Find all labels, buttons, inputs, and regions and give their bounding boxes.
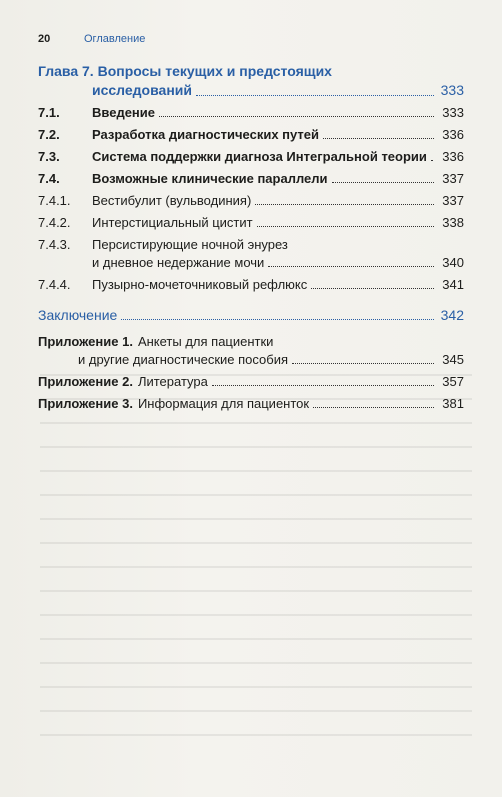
leader-dots <box>196 95 434 96</box>
toc-section[interactable] <box>38 126 464 143</box>
section-number: 7.3. <box>38 149 60 164</box>
toc-section[interactable] <box>38 170 464 187</box>
subsection-label: Пузырно-мочеточниковый рефлюкс <box>92 277 308 292</box>
section-label: Введение <box>92 105 155 120</box>
section-number: 7.4. <box>38 171 60 186</box>
conclusion-label: Заключение <box>38 307 118 323</box>
appendix-label: Анкеты для пациентки <box>137 334 274 349</box>
subsection-label: Вестибулит (вульводиния) <box>92 193 252 208</box>
leader-dots <box>323 138 434 139</box>
appendix-page: 357 <box>442 374 464 389</box>
leader-dots <box>212 385 434 386</box>
appendix-label: Литература <box>137 374 208 389</box>
appendix-label-cont: и другие диагностические пособия <box>78 352 289 367</box>
section-label: Разработка диагностических путей <box>92 127 319 142</box>
subsection-page: 338 <box>442 215 464 230</box>
subsection-page: 337 <box>442 193 464 208</box>
leader-dots <box>255 204 434 205</box>
subsection-number: 7.4.3. <box>38 237 71 252</box>
section-page: 336 <box>442 149 464 164</box>
section-page: 336 <box>442 127 464 142</box>
subsection-number: 7.4.1. <box>38 193 71 208</box>
toc-chapter-7-cont[interactable] <box>38 81 464 100</box>
subsection-label: Интерстициальный цистит <box>92 215 253 230</box>
leader-dots <box>257 226 434 227</box>
leader-dots <box>268 266 434 267</box>
toc-conclusion[interactable] <box>38 307 464 324</box>
toc-appendix-cont[interactable] <box>38 351 464 368</box>
section-label: Система поддержки диагноза Интегральной теории <box>92 149 427 164</box>
appendix-page: 345 <box>442 352 464 367</box>
bleed-through-text <box>40 360 472 757</box>
running-header: Оглавление <box>84 33 146 45</box>
toc-appendix[interactable] <box>38 395 464 412</box>
appendix-number: Приложение 2. <box>38 374 133 389</box>
leader-dots <box>332 182 434 183</box>
toc-subsection[interactable] <box>38 236 464 253</box>
page-number: 20 <box>38 33 51 45</box>
chapter-page: 333 <box>440 82 464 98</box>
toc-section[interactable] <box>38 148 464 165</box>
section-label: Возможные клинические параллели <box>92 171 328 186</box>
section-page: 337 <box>442 171 464 186</box>
section-page: 333 <box>442 105 464 120</box>
toc-subsection-cont[interactable] <box>38 254 464 271</box>
chapter-title-line1: Глава 7. Вопросы текущих и предстоящих <box>38 63 332 79</box>
appendix-label: Информация для пациенток <box>137 396 310 411</box>
toc-appendix[interactable] <box>38 333 464 350</box>
toc-chapter-7[interactable] <box>38 62 464 81</box>
section-number: 7.2. <box>38 127 60 142</box>
toc-subsection[interactable] <box>38 276 464 293</box>
appendix-number: Приложение 1. <box>38 334 133 349</box>
table-of-contents <box>38 62 464 412</box>
toc-subsection[interactable] <box>38 214 464 231</box>
subsection-label: Персистирующие ночной энурез <box>92 237 288 252</box>
chapter-title-line2: исследований <box>92 82 192 98</box>
toc-subsection[interactable] <box>38 192 464 209</box>
leader-dots <box>313 407 434 408</box>
toc-section[interactable] <box>38 104 464 121</box>
subsection-number: 7.4.4. <box>38 277 71 292</box>
leader-dots <box>311 288 434 289</box>
conclusion-page: 342 <box>440 307 464 323</box>
appendix-page: 381 <box>442 396 464 411</box>
toc-appendix[interactable] <box>38 373 464 390</box>
leader-dots <box>121 319 434 320</box>
leader-dots <box>159 116 434 117</box>
subsection-number: 7.4.2. <box>38 215 71 230</box>
leader-dots <box>292 363 434 364</box>
subsection-page: 341 <box>442 277 464 292</box>
appendix-number: Приложение 3. <box>38 396 133 411</box>
subsection-page: 340 <box>442 255 464 270</box>
subsection-label-cont: и дневное недержание мочи <box>92 255 265 270</box>
section-number: 7.1. <box>38 105 60 120</box>
